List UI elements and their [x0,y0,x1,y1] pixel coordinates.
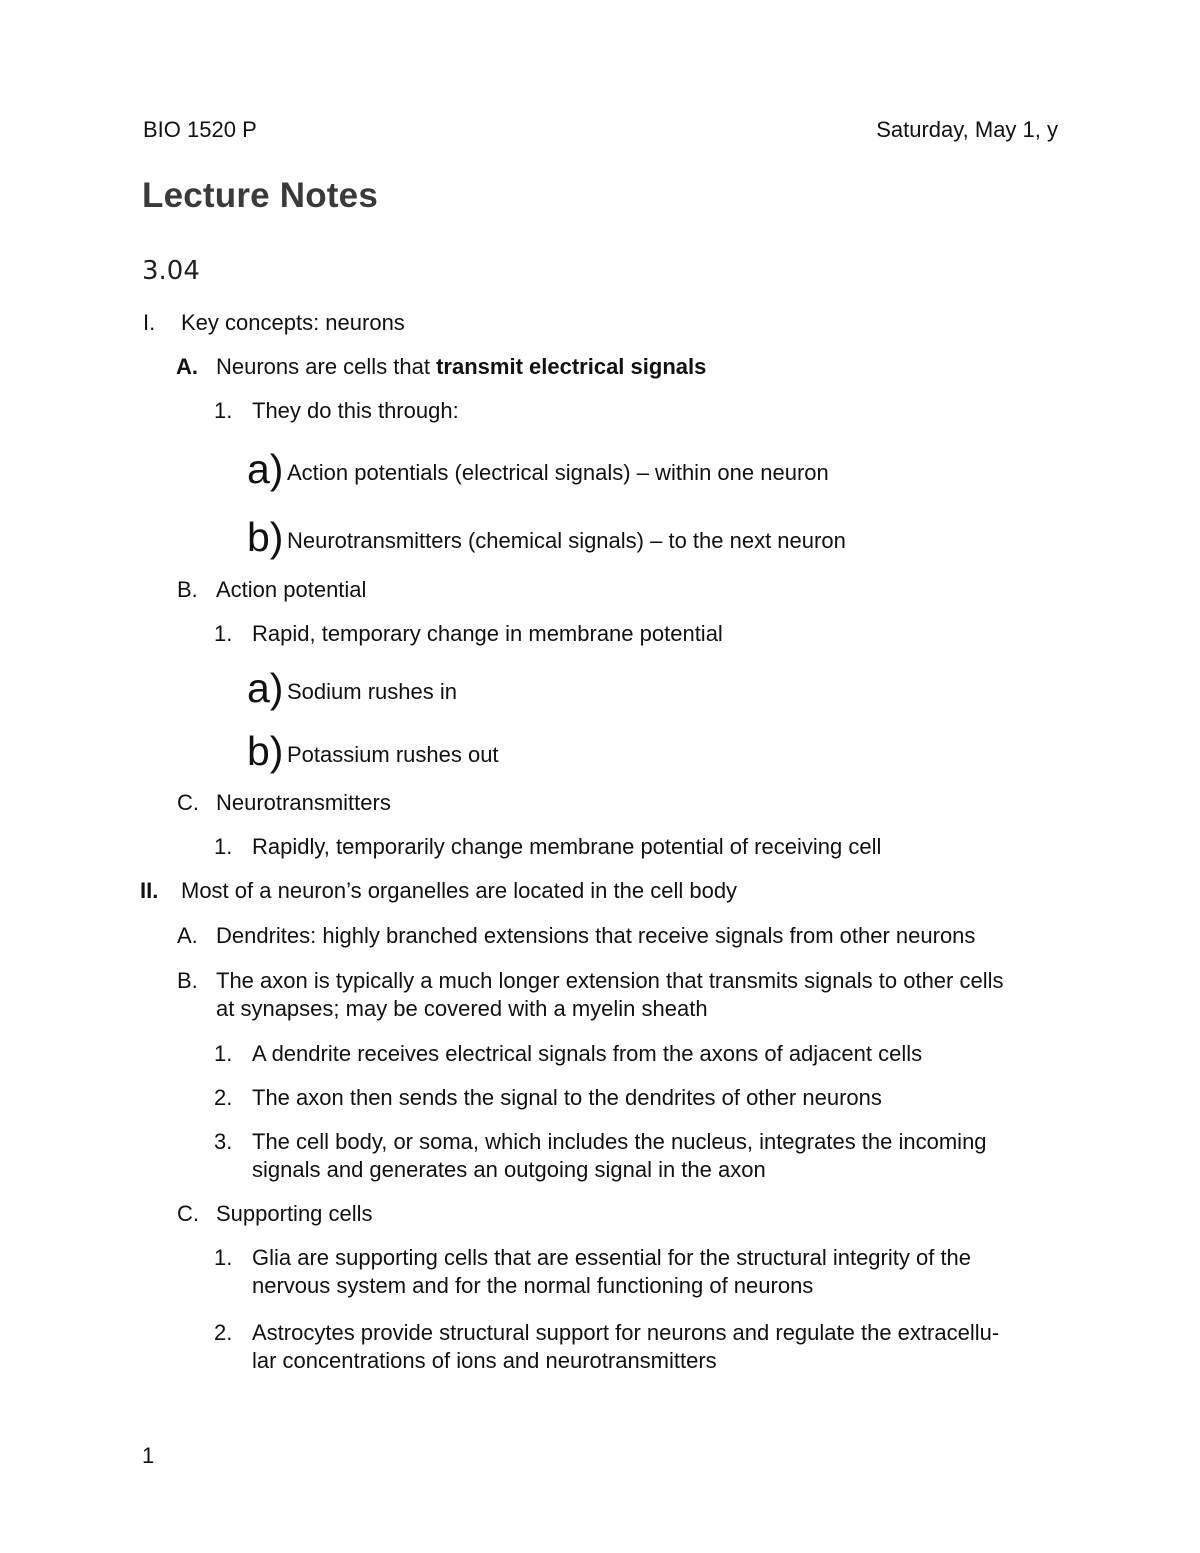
outline-marker: a) [247,446,284,492]
outline-marker: 1. [214,398,233,423]
outline-text: A dendrite receives electrical signals from the axons of adjacent cells [252,1041,923,1066]
outline-marker: 2. [214,1320,233,1345]
outline-marker: C. [177,1201,199,1226]
outline-marker: b) [247,514,284,560]
outline-text-line: Glia are supporting cells that are essential for the structural integrity of the [252,1245,972,1270]
outline-text: Dendrites: highly branched extensions that receive signals from other neurons [216,923,976,948]
outline-text: Most of a neuron’s organelles are located in the cell body [181,878,738,903]
outline-marker: a) [247,665,284,711]
outline-text-bold: transmit electrical signals [436,354,707,379]
outline-text-line: The cell body, or soma, which includes the nucleus, integrates the incoming [252,1129,987,1154]
outline-marker: B. [177,577,198,602]
course-code: BIO 1520 P [143,117,257,142]
outline-text-line: at synapses; may be covered with a myelin sheath [216,996,708,1021]
outline-marker: 1. [214,621,233,646]
outline-text: The axon then sends the signal to the dendrites of other neurons [252,1085,882,1110]
outline-marker: 3. [214,1129,233,1154]
outline-marker: 2. [214,1085,233,1110]
outline-text: They do this through: [252,398,459,423]
outline-marker: C. [177,790,199,815]
outline-text: Key concepts: neurons [181,310,405,335]
page-number: 1 [142,1443,155,1468]
outline-text [216,353,706,381]
section-number: 3.04 [142,256,200,286]
outline-marker: A. [177,923,198,948]
outline-text: Action potentials (electrical signals) – within one neuron [287,460,829,485]
outline-marker: B. [177,968,198,993]
outline-text: Potassium rushes out [287,742,499,767]
outline-marker: II. [140,878,159,903]
outline-text: Neurotransmitters (chemical signals) – to the next neuron [287,528,846,553]
outline-marker: I. [143,310,156,335]
outline-text-line: signals and generates an outgoing signal in the axon [252,1157,766,1182]
outline-text: Rapidly, temporarily change membrane potential of receiving cell [252,834,882,859]
outline-text-line: The axon is typically a much longer extension that transmits signals to other cells [216,968,1004,993]
outline-text-line: Astrocytes provide structural support for neurons and regulate the extracellu- [252,1320,1000,1345]
outline-text: Action potential [216,577,367,602]
outline-text-line: lar concentrations of ions and neurotransmitters [252,1348,717,1373]
outline-marker: A. [176,354,198,379]
outline-text-plain: Neurons are cells that [216,354,437,379]
outline-marker: 1. [214,1041,233,1066]
outline-marker: 1. [214,834,233,859]
lecture-date: Saturday, May 1, y [876,117,1058,142]
page-title: Lecture Notes [142,176,378,215]
outline-text: Sodium rushes in [287,679,457,704]
outline-marker: b) [247,728,284,774]
outline-text-line: nervous system and for the normal functioning of neurons [252,1273,814,1298]
outline-text: Neurotransmitters [216,790,391,815]
outline-text: Supporting cells [216,1201,373,1226]
outline-text: Rapid, temporary change in membrane potential [252,621,723,646]
outline-marker: 1. [214,1245,233,1270]
